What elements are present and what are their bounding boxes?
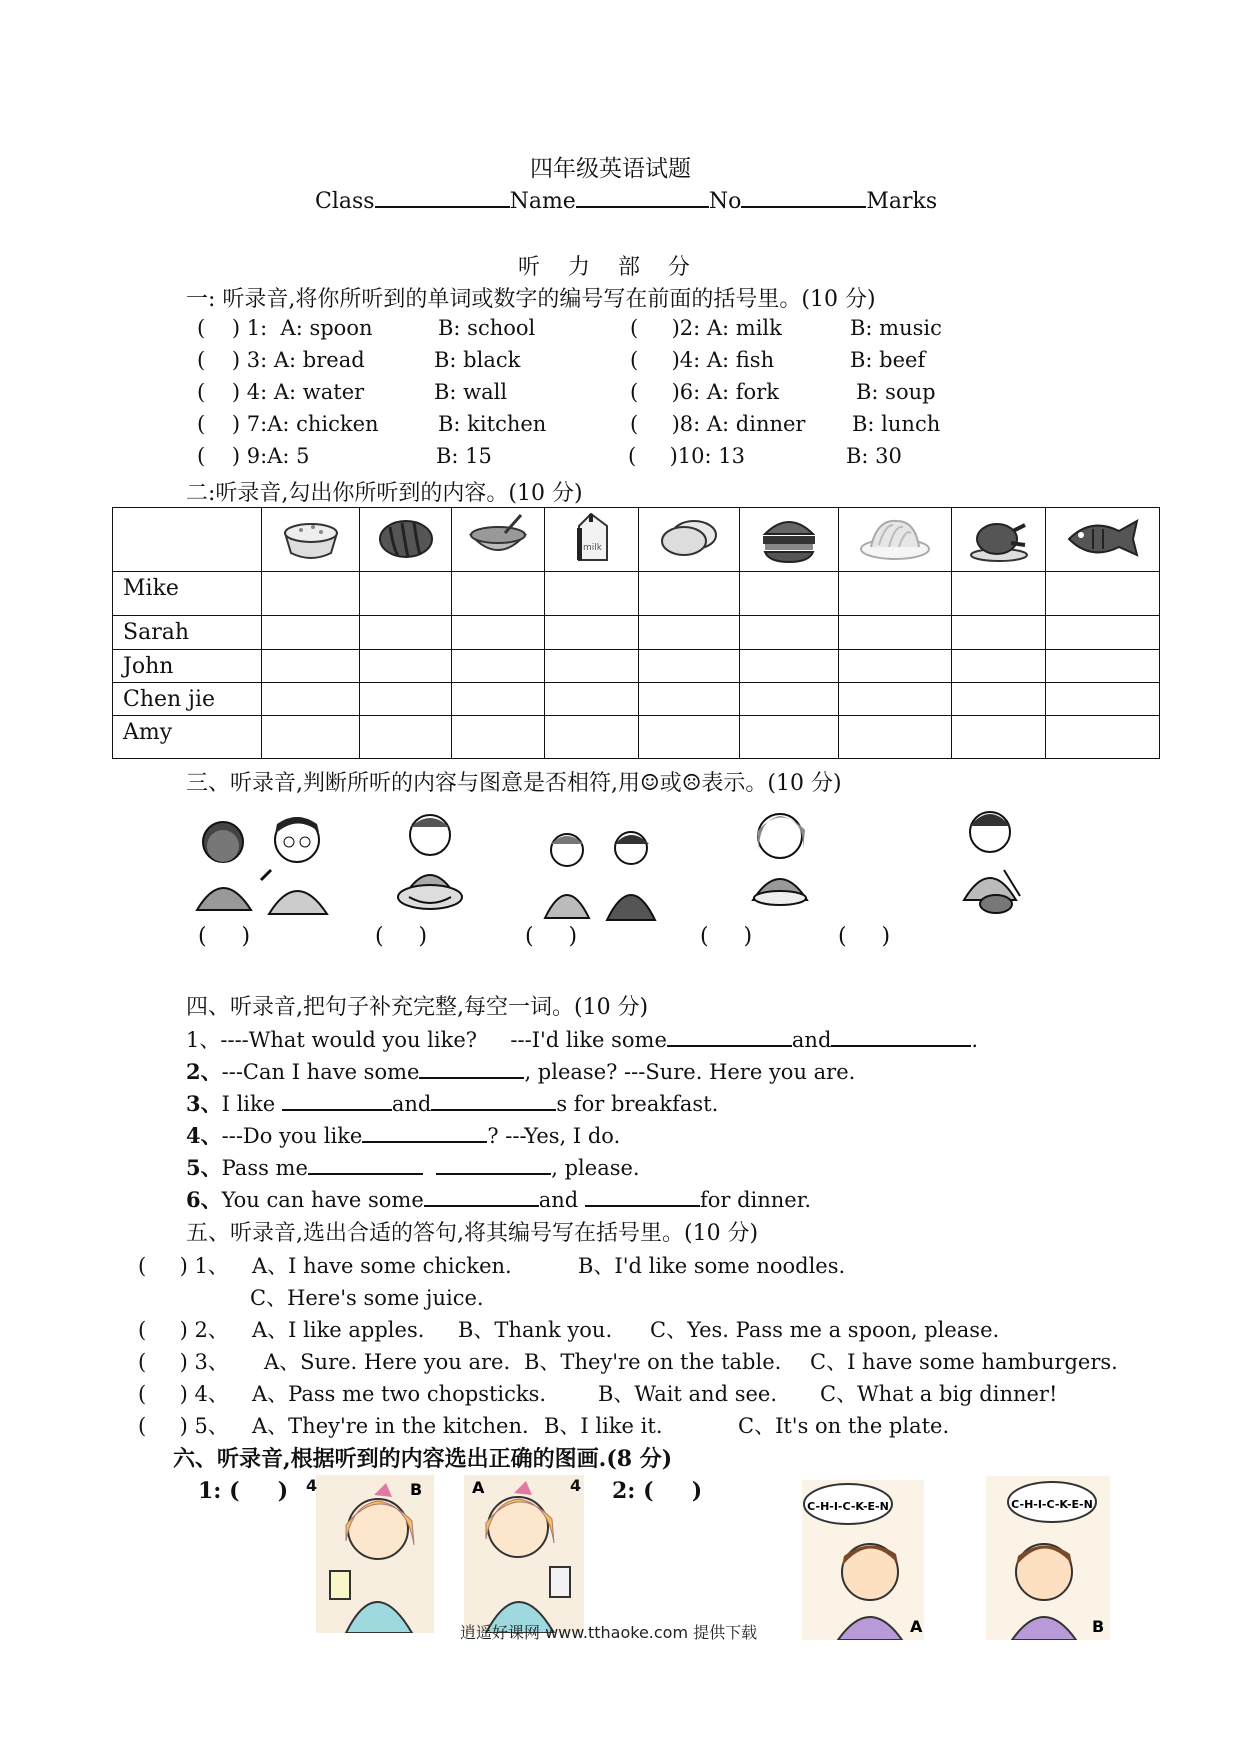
s4-text: You can have some — [221, 1188, 424, 1212]
s4-text: I like — [221, 1092, 282, 1116]
s4-num: 2、 — [186, 1059, 222, 1084]
s1-row5-leftB: B: 15 — [436, 444, 492, 468]
s1-row5-left: ( ) 9:A: 5 — [197, 444, 310, 468]
check-cell[interactable] — [839, 716, 952, 759]
s6-q1-bracket[interactable]: 1: ( ) — [198, 1478, 289, 1504]
label-b: B — [410, 1480, 423, 1499]
food-cell-soup — [452, 508, 545, 572]
row-name-sarah: Sarah — [113, 616, 262, 650]
s1-row5-rightB: B: 30 — [846, 444, 902, 468]
food-cell-fish — [1046, 508, 1160, 572]
chicken-icon — [967, 511, 1031, 563]
sausage-icon — [376, 511, 436, 563]
fish-icon — [1063, 511, 1143, 563]
s4-text: ----What would you like? ---I'd like some — [220, 1028, 667, 1052]
s1-row1-rightB: B: music — [850, 316, 942, 340]
row-name-amy: Amy — [113, 716, 262, 759]
s3-bracket-5[interactable]: ( ) — [838, 924, 891, 949]
check-cell[interactable] — [740, 572, 839, 616]
table-row — [113, 716, 1160, 759]
s1-row2-rightB: B: beef — [850, 348, 926, 372]
check-cell[interactable] — [639, 716, 740, 759]
check-cell[interactable] — [360, 716, 452, 759]
s5-q4-c: C、What a big dinner! — [820, 1382, 1058, 1406]
section6-heading: 六、听录音,根据听到的内容选出正确的图画.(8 分) — [173, 1446, 673, 1472]
check-cell[interactable] — [360, 572, 452, 616]
check-cell[interactable] — [639, 616, 740, 650]
class-blank[interactable] — [375, 186, 510, 208]
check-cell[interactable] — [639, 572, 740, 616]
answer-blank[interactable] — [831, 1025, 971, 1047]
s5-q2-num[interactable]: ( ) 2、 — [138, 1318, 229, 1342]
answer-blank[interactable] — [282, 1089, 392, 1111]
s5-q2-a: A、I like apples. — [252, 1318, 425, 1342]
answer-blank[interactable] — [667, 1025, 792, 1047]
picture-two-boys — [185, 810, 335, 920]
class-label: Class — [315, 189, 375, 214]
check-cell[interactable] — [1046, 616, 1160, 650]
check-cell[interactable] — [952, 683, 1046, 716]
s5-q4-b: B、Wait and see. — [598, 1382, 778, 1406]
check-cell[interactable] — [1046, 650, 1160, 683]
check-cell[interactable] — [452, 650, 545, 683]
check-cell[interactable] — [360, 650, 452, 683]
s4-sentence-1 — [186, 1024, 978, 1054]
name-blank[interactable] — [576, 186, 709, 208]
picture-two-girls — [535, 828, 665, 923]
food-cell-chicken — [952, 508, 1046, 572]
check-cell[interactable] — [952, 650, 1046, 683]
s1-row1-leftB: B: school — [438, 316, 536, 340]
s1-row4-right: ( )8: A: dinner — [630, 412, 806, 436]
section1-heading: 一: 听录音,将你所听到的单词或数字的编号写在前面的括号里。(10 分) — [186, 287, 876, 312]
check-cell[interactable] — [452, 572, 545, 616]
s5-q1-num[interactable]: ( ) 1、 — [138, 1254, 229, 1278]
s4-text: Pass me — [221, 1156, 308, 1180]
s5-q2-c: C、Yes. Pass me a spoon, please. — [650, 1318, 1000, 1342]
s1-row3-leftB: B: wall — [434, 380, 508, 404]
check-cell[interactable] — [839, 572, 952, 616]
s4-num: 1、 — [186, 1028, 221, 1052]
s3-bracket-2[interactable]: ( ) — [375, 924, 428, 949]
no-label: No — [708, 189, 742, 214]
s4-sentence-5 — [186, 1152, 640, 1182]
answer-blank[interactable] — [431, 1089, 556, 1111]
s4-sentence-4 — [186, 1120, 620, 1150]
s4-sentence-3 — [186, 1088, 718, 1118]
check-cell[interactable] — [1046, 716, 1160, 759]
check-cell[interactable] — [545, 650, 639, 683]
s3-bracket-1[interactable]: ( ) — [198, 924, 251, 949]
check-cell[interactable] — [545, 716, 639, 759]
answer-blank[interactable] — [424, 1185, 539, 1207]
s5-q5-a: A、They're in the kitchen. — [252, 1414, 529, 1438]
label-4: 4 — [306, 1476, 318, 1495]
s5-q2-b: B、Thank you. — [458, 1318, 613, 1342]
s4-text: ? ---Yes, I do. — [487, 1124, 621, 1148]
soup-icon — [465, 511, 531, 563]
answer-blank[interactable] — [436, 1153, 551, 1175]
row-name-chenjie: Chen jie — [113, 683, 262, 716]
table-corner-cell — [113, 508, 262, 572]
check-cell[interactable] — [952, 572, 1046, 616]
s5-q4-num[interactable]: ( ) 4、 — [138, 1382, 229, 1406]
s4-text: ---Do you like — [221, 1124, 363, 1148]
check-cell[interactable] — [639, 650, 740, 683]
s4-text: and — [538, 1188, 585, 1212]
section4-heading: 四、听录音,把句子补充完整,每空一词。(10 分) — [186, 995, 649, 1020]
speech-bubble-text: C-H-I-C-K-E-N — [807, 1500, 889, 1513]
check-cell[interactable] — [452, 716, 545, 759]
check-cell[interactable] — [839, 616, 952, 650]
s4-sentence-2 — [186, 1056, 855, 1086]
answer-blank[interactable] — [308, 1153, 423, 1175]
check-cell[interactable] — [360, 683, 452, 716]
section5-heading: 五、听录音,选出合适的答句,将其编号写在括号里。(10 分) — [186, 1221, 759, 1246]
bread-icon — [656, 511, 722, 563]
s5-q3-c: C、I have some hamburgers. — [810, 1350, 1118, 1374]
table-header-row — [113, 508, 1160, 572]
s1-row3-left: ( ) 4: A: water — [197, 380, 365, 404]
speech-bubble-text: C-H-I-C-K-E-N — [1011, 1498, 1093, 1511]
s4-text: . — [971, 1028, 979, 1052]
marks-label: Marks — [866, 189, 938, 214]
food-check-table — [112, 507, 1160, 759]
s1-row2-leftB: B: black — [434, 348, 521, 372]
s1-row3-rightB: B: soup — [856, 380, 936, 404]
s5-q3-a: A、Sure. Here you are. — [264, 1350, 511, 1374]
picture-boy-chicken-a — [802, 1480, 924, 1640]
s5-q5-num[interactable]: ( ) 5、 — [138, 1414, 229, 1438]
section2-heading: 二:听录音,勾出你所听到的内容。(10 分) — [186, 481, 583, 506]
food-cell-noodles — [839, 508, 952, 572]
food-cell-hamburger — [740, 508, 839, 572]
food-cell-milk — [545, 508, 639, 572]
check-cell[interactable] — [740, 616, 839, 650]
label-a: A — [472, 1478, 485, 1497]
table-row — [113, 650, 1160, 683]
check-cell[interactable] — [262, 683, 360, 716]
s5-q3-b: B、They're on the table. — [524, 1350, 782, 1374]
s4-num: 5、 — [186, 1155, 222, 1180]
s1-row3-right: ( )6: A: fork — [630, 380, 779, 404]
section3-heading: 三、听录音,判断所听的内容与图意是否相符,用☺或☹表示。(10 分) — [186, 771, 842, 796]
s4-text: for dinner. — [699, 1188, 812, 1212]
food-cell-bread — [639, 508, 740, 572]
answer-blank[interactable] — [585, 1185, 700, 1207]
check-cell[interactable] — [545, 572, 639, 616]
check-cell[interactable] — [952, 716, 1046, 759]
label-b: B — [1092, 1617, 1105, 1636]
s1-row4-left: ( ) 7:A: chicken — [197, 412, 379, 436]
noodles-icon — [857, 511, 933, 563]
check-cell[interactable] — [262, 572, 360, 616]
milk-label: milk — [582, 542, 602, 553]
label-a: A — [910, 1617, 923, 1636]
s5-q5-b: B、I like it. — [544, 1414, 663, 1438]
s4-text: and — [791, 1028, 832, 1052]
check-cell[interactable] — [839, 683, 952, 716]
s5-q1-c: C、Here's some juice. — [250, 1286, 484, 1310]
s1-row5-right: ( )10: 13 — [628, 444, 745, 468]
s4-text: , please? ---Sure. Here you are. — [524, 1060, 856, 1084]
s4-text: and — [391, 1092, 432, 1116]
s1-row2-right: ( )4: A: fish — [630, 348, 775, 372]
footer-source: 逍遥好课网 www.tthaoke.com 提供下载 — [460, 1623, 758, 1642]
row-name-john: John — [113, 650, 262, 683]
food-cell-rice — [262, 508, 360, 572]
s3-bracket-4[interactable]: ( ) — [700, 924, 753, 949]
page-title: 四年级英语试题 — [530, 156, 691, 182]
s1-row4-leftB: B: kitchen — [438, 412, 547, 436]
check-cell[interactable] — [545, 616, 639, 650]
check-cell[interactable] — [952, 616, 1046, 650]
hamburger-icon — [757, 510, 821, 564]
table-row — [113, 683, 1160, 716]
s4-num: 3、 — [186, 1091, 222, 1116]
check-cell[interactable] — [839, 650, 952, 683]
check-cell[interactable] — [1046, 572, 1160, 616]
picture-boy-bowl — [385, 805, 475, 920]
no-blank[interactable] — [741, 186, 866, 208]
s4-num: 6、 — [186, 1187, 222, 1212]
table-row — [113, 616, 1160, 650]
answer-blank[interactable] — [419, 1057, 524, 1079]
label-4: 4 — [570, 1476, 582, 1495]
check-cell[interactable] — [262, 716, 360, 759]
table-row — [113, 572, 1160, 616]
check-cell[interactable] — [1046, 683, 1160, 716]
s4-num: 4、 — [186, 1123, 222, 1148]
check-cell[interactable] — [545, 683, 639, 716]
listening-title: 听 力 部 分 — [518, 255, 690, 280]
check-cell[interactable] — [452, 683, 545, 716]
s1-row1-right: ( )2: A: milk — [630, 316, 782, 340]
check-cell[interactable] — [262, 616, 360, 650]
check-cell[interactable] — [262, 650, 360, 683]
rice-icon — [279, 511, 343, 563]
picture-girl-plate — [735, 800, 825, 918]
milk-icon — [567, 510, 617, 564]
check-cell[interactable] — [740, 683, 839, 716]
s4-sentence-6 — [186, 1184, 811, 1214]
s5-q1-a: A、I have some chicken. — [252, 1254, 512, 1278]
s4-text: ---Can I have some — [221, 1060, 420, 1084]
s3-bracket-3[interactable]: ( ) — [525, 924, 578, 949]
s1-row1-left: ( ) 1: A: spoon — [197, 316, 373, 340]
picture-boy-chicken-b — [986, 1476, 1110, 1640]
s5-q4-a: A、Pass me two chopsticks. — [252, 1382, 547, 1406]
food-cell-sausage — [360, 508, 452, 572]
picture-girl-juice-b — [316, 1475, 434, 1633]
header-fields — [315, 186, 937, 214]
s5-q3-num[interactable]: ( ) 3、 — [138, 1350, 229, 1374]
picture-girl-juice-a — [464, 1475, 584, 1633]
check-cell[interactable] — [639, 683, 740, 716]
picture-boy-chopsticks — [950, 800, 1030, 922]
s5-q5-c: C、It's on the plate. — [738, 1414, 950, 1438]
row-name-mike: Mike — [113, 572, 262, 616]
s1-row2-left: ( ) 3: A: bread — [197, 348, 365, 372]
check-cell[interactable] — [740, 716, 839, 759]
name-label: Name — [509, 189, 576, 214]
check-cell[interactable] — [360, 616, 452, 650]
answer-blank[interactable] — [362, 1121, 487, 1143]
s4-text: s for breakfast. — [556, 1092, 719, 1116]
check-cell[interactable] — [452, 616, 545, 650]
s6-q2-bracket[interactable]: 2: ( ) — [612, 1478, 703, 1504]
s5-q1-b: B、I'd like some noodles. — [578, 1254, 846, 1278]
check-cell[interactable] — [740, 650, 839, 683]
s1-row4-rightB: B: lunch — [852, 412, 941, 436]
s4-text: , please. — [551, 1156, 640, 1180]
